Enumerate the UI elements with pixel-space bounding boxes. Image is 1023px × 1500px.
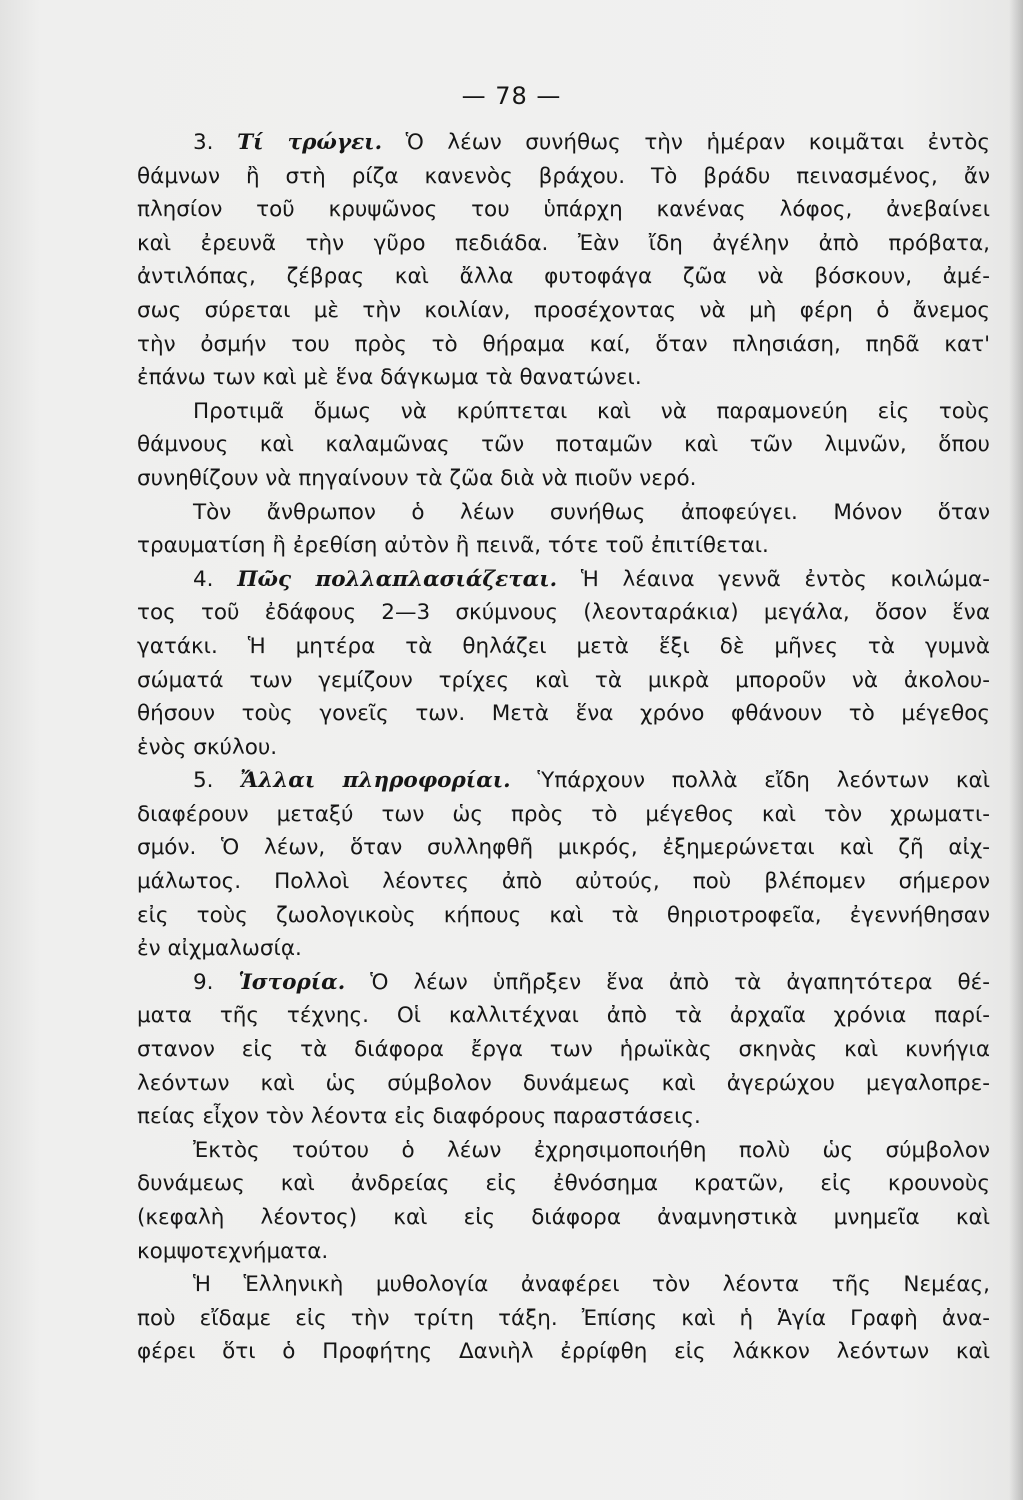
text-line xyxy=(137,328,990,362)
line-text: Ἡ λέαινα γεννᾶ ἐντὸς κοιλώμα- xyxy=(557,566,990,592)
text-line xyxy=(137,1201,990,1235)
line-text: τραυματίση ἢ ἐρεθίση αὐτὸν ἢ πεινᾶ, τότε τοῦ ἐπιτίθεται. xyxy=(137,533,769,559)
text-line xyxy=(137,361,990,395)
text-line xyxy=(137,865,990,899)
text-line xyxy=(137,664,990,698)
text-line xyxy=(137,1268,990,1302)
line-text: καὶ ἐρευνᾶ τὴν γῦρο πεδιάδα. Ἐὰν ἴδη ἀγέλην ἀπὸ πρόβατα, xyxy=(137,230,990,256)
line-text: Τὸν ἄνθρωπον ὁ λέων συνήθως ἀποφεύγει. Μόνον ὅταν xyxy=(193,499,990,525)
page-number: — 78 — xyxy=(461,82,562,110)
line-text: τὴν ὀσμήν του πρὸς τὸ θήραμα καί, ὅταν πλησιάση, πηδᾶ κατ' xyxy=(137,331,990,357)
text-line xyxy=(137,260,990,294)
text-line xyxy=(137,596,990,630)
text-line xyxy=(137,1134,990,1168)
line-text: τος τοῦ ἐδάφους 2—3 σκύμνους (λεονταράκια) μεγάλα, ὅσον ἕνα xyxy=(137,600,990,626)
text-line xyxy=(137,227,990,261)
line-text: σώματά των γεμίζουν τρίχες καὶ τὰ μικρὰ μποροῦν νὰ ἀκολου- xyxy=(137,667,990,693)
page-spine-shadow xyxy=(1009,0,1023,1500)
text-line xyxy=(137,966,990,1000)
section-number: 4. xyxy=(193,566,238,592)
text-line xyxy=(137,395,990,429)
line-text: κομψοτεχνήματα. xyxy=(137,1238,329,1264)
text-line xyxy=(137,563,990,597)
line-text: Ὑπάρχουν πολλὰ εἴδη λεόντων καὶ xyxy=(510,768,990,794)
text-line xyxy=(137,899,990,933)
line-text: διαφέρουν μεταξύ των ὡς πρὸς τὸ μέγεθος καὶ τὸν χρωματι- xyxy=(137,801,990,827)
text-line xyxy=(137,1033,990,1067)
section-heading: Ἄλλαι πληροφορίαι. xyxy=(240,768,511,794)
text-line xyxy=(137,831,990,865)
section-number: 3. xyxy=(193,130,238,155)
line-text: ἐν αἰχμαλωσίᾳ. xyxy=(137,936,302,962)
line-text: (κεφαλὴ λέοντος) καὶ εἰς διάφορα ἀναμνηστικὰ μνημεῖα καὶ xyxy=(137,1205,990,1230)
text-line xyxy=(137,126,990,160)
text-line xyxy=(137,1335,990,1369)
text-line xyxy=(137,160,990,194)
body-text xyxy=(137,126,990,1369)
line-text: σως σύρεται μὲ τὴν κοιλίαν, προσέχοντας νὰ μὴ φέρη ὁ ἄνεμος xyxy=(137,297,990,323)
line-text: θάμνων ἢ στὴ ρίζα κανενὸς βράχου. Τὸ βράδυ πεινασμένος, ἄν xyxy=(137,163,990,189)
line-text: συνηθίζουν νὰ πηγαίνουν τὰ ζῶα διὰ νὰ πιοῦν νερό. xyxy=(137,465,697,491)
section-heading: Ἱστορία. xyxy=(238,969,346,995)
section-number: 5. xyxy=(193,768,241,794)
text-line xyxy=(137,630,990,664)
line-text: ἑνὸς σκύλου. xyxy=(137,734,278,760)
text-line xyxy=(137,798,990,832)
text-line xyxy=(137,731,990,765)
line-text: στανον εἰς τὰ διάφορα ἔργα των ἡρωϊκὰς σκηνὰς καὶ κυνήγια xyxy=(137,1037,990,1063)
line-text: Ἐκτὸς τούτου ὁ λέων ἐχρησιμοποιήθη πολὺ ὡς σύμβολον xyxy=(193,1137,990,1163)
text-line xyxy=(137,999,990,1033)
line-text: σμόν. Ὁ λέων, ὅταν συλληφθῆ μικρός, ἐξημερώνεται καὶ ζῆ αἰχ- xyxy=(137,835,990,861)
text-line xyxy=(137,294,990,328)
line-text: Ἡ Ἑλληνικὴ μυθολογία ἀναφέρει τὸν λέοντα τῆς Νεμέας, xyxy=(193,1272,990,1298)
line-text: εἰς τοὺς ζωολογικοὺς κήπους καὶ τὰ θηριοτροφεῖα, ἐγεννήθησαν xyxy=(137,902,990,928)
line-text: μάλωτος. Πολλοὶ λέοντες ἀπὸ αὐτούς, ποὺ βλέπομεν σήμερον xyxy=(137,869,990,895)
text-line xyxy=(137,932,990,966)
line-text: Ὁ λέων ὑπῆρξεν ἕνα ἀπὸ τὰ ἀγαπητότερα θέ- xyxy=(345,969,990,995)
line-text: Ὁ λέων συνήθως τὴν ἡμέραν κοιμᾶται ἐντὸς xyxy=(382,130,990,155)
line-text: πείας εἶχον τὸν λέοντα εἰς διαφόρους παραστάσεις. xyxy=(137,1104,701,1130)
line-text: δυνάμεως καὶ ἀνδρείας εἰς ἐθνόσημα κρατῶν, εἰς κρουνοὺς xyxy=(137,1171,990,1197)
section-heading: Τί τρώγει. xyxy=(237,130,383,155)
text-line xyxy=(137,1235,990,1269)
section-heading: Πῶς πολλαπλασιάζεται. xyxy=(237,566,558,592)
line-text: πλησίον τοῦ κρυψῶνος του ὑπάρχη κανένας λόφος, ἀνεβαίνει xyxy=(137,197,990,223)
line-text: θήσουν τοὺς γονεῖς των. Μετὰ ἕνα χρόνο φθάνουν τὸ μέγεθος xyxy=(137,701,990,727)
line-text: φέρει ὅτι ὁ Προφήτης Δανιὴλ ἐρρίφθη εἰς λάκκον λεόντων καὶ xyxy=(137,1339,990,1365)
line-text: ἐπάνω των καὶ μὲ ἕνα δάγκωμα τὰ θανατώνει. xyxy=(137,365,642,391)
text-line xyxy=(137,462,990,496)
line-text: Προτιμᾶ ὅμως νὰ κρύπτεται καὶ νὰ παραμονεύη εἰς τοὺς xyxy=(193,398,990,424)
line-text: ποὺ εἴδαμε εἰς τὴν τρίτη τάξη. Ἐπίσης καὶ ἡ Ἁγία Γραφὴ ἀνα- xyxy=(137,1305,990,1331)
text-line xyxy=(137,764,990,798)
text-line xyxy=(137,1100,990,1134)
text-line xyxy=(137,1067,990,1101)
line-text: θάμνους καὶ καλαμῶνας τῶν ποταμῶν καὶ τῶν λιμνῶν, ὅπου xyxy=(137,432,990,458)
text-line xyxy=(137,496,990,530)
text-line xyxy=(137,428,990,462)
text-line xyxy=(137,529,990,563)
line-text: ματα τῆς τέχνης. Οἱ καλλιτέχναι ἀπὸ τὰ ἀρχαῖα χρόνια παρί- xyxy=(137,1003,990,1029)
line-text: λεόντων καὶ ὡς σύμβολον δυνάμεως καὶ ἀγερώχου μεγαλοπρε- xyxy=(137,1070,990,1096)
line-text: ἀντιλόπας, ζέβρας καὶ ἄλλα φυτοφάγα ζῶα νὰ βόσκουν, ἀμέ- xyxy=(137,264,990,290)
text-line xyxy=(137,1302,990,1336)
line-text: γατάκι. Ἡ μητέρα τὰ θηλάζει μετὰ ἕξι δὲ μῆνες τὰ γυμνὰ xyxy=(137,633,990,659)
text-line xyxy=(137,1167,990,1201)
section-number: 9. xyxy=(193,969,239,995)
text-line xyxy=(137,193,990,227)
text-line xyxy=(137,697,990,731)
